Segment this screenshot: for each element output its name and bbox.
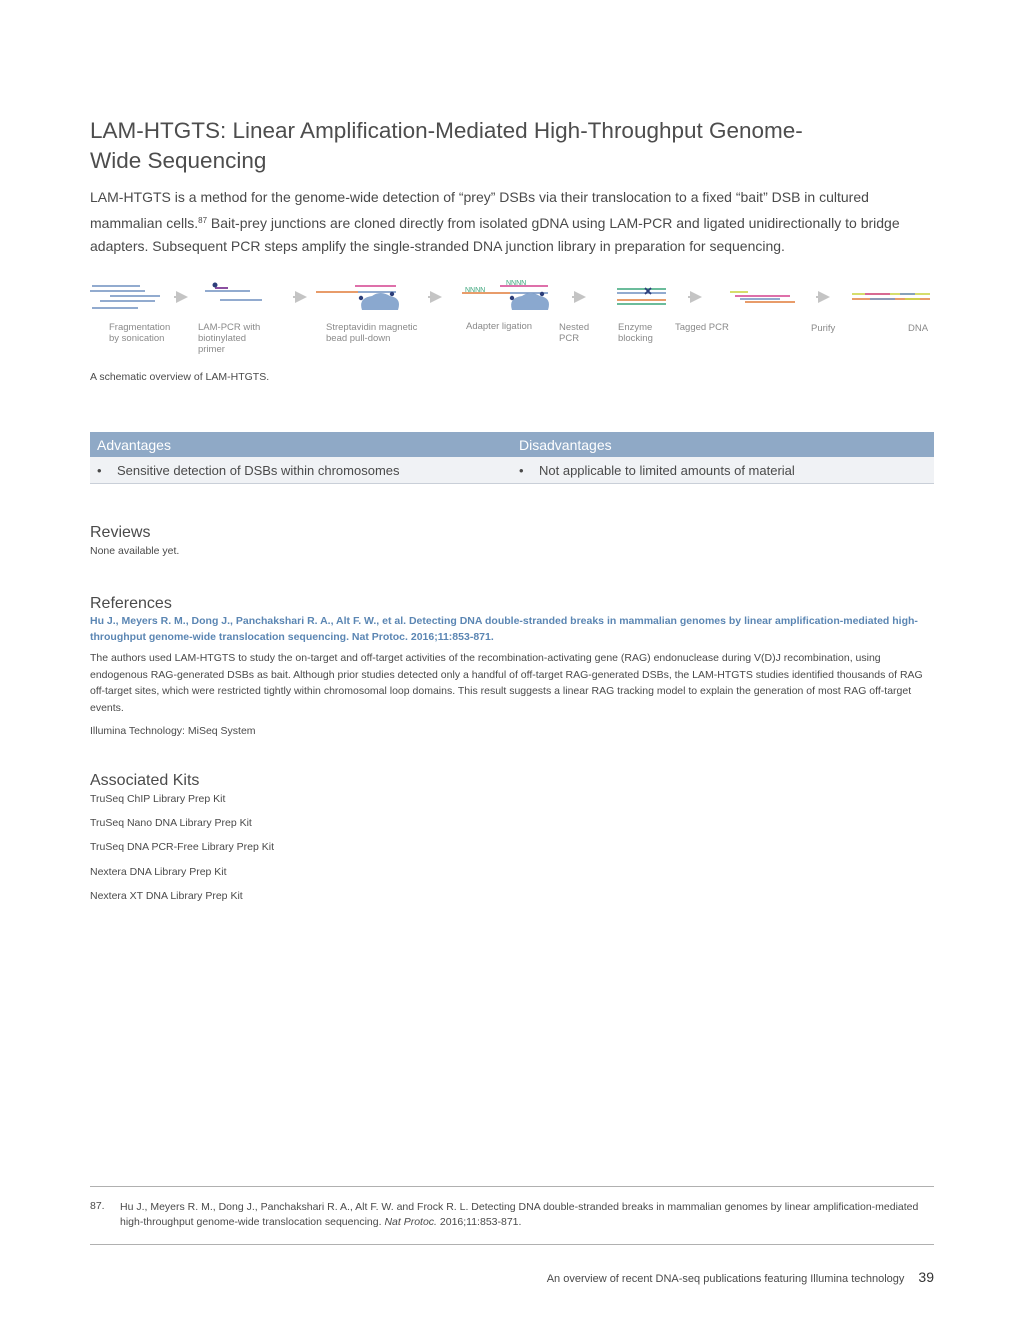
- footnote-text-a: Hu J., Meyers R. M., Dong J., Panchakshari R. A., Alt F. W. and Frock R. L. Detecting DNA double-stranded breaks in mammalian genomes by linear amplification-mediated high-throughput genome-wide translocation sequencing.: [120, 1201, 919, 1228]
- step-label-tagged-pcr: Tagged PCR: [675, 322, 729, 333]
- intro-paragraph: [90, 186, 930, 258]
- step-label-purify: Purify: [811, 323, 836, 334]
- disadvantage-text: Not applicable to limited amounts of material: [539, 462, 795, 478]
- page-number: 39: [918, 1269, 934, 1285]
- kit-item: TruSeq ChIP Library Prep Kit: [90, 793, 226, 805]
- purified-dna-icon: [852, 294, 930, 299]
- adapter-label-left: NNNN: [465, 287, 486, 294]
- advantage-cell: [90, 457, 512, 484]
- step-label-nested-pcr: Nested PCR: [559, 322, 590, 344]
- step-label-bead-pulldown: Streptavidin magnetic bead pull-down: [326, 322, 418, 344]
- advantages-table: [90, 432, 934, 484]
- intro-footnote-ref: 87: [198, 216, 208, 225]
- reference-citation: Hu J., Meyers R. M., Dong J., Panchakshari R. A., Alt F. W., et al. Detecting DNA double-stranded breaks in mammalian genomes by linear amplification-mediated high-throughput genome-wide translocation sequencing. Nat Protoc. 2016;11:853-871.: [90, 615, 918, 643]
- step-label-dna: DNA: [908, 323, 929, 334]
- fragmented-dna-icon: [90, 286, 160, 308]
- footnote-divider-top: [90, 1186, 934, 1187]
- enzyme-blocking-icon: [617, 288, 666, 304]
- disadvantage-cell: [512, 457, 934, 484]
- footnote-divider-bottom: [90, 1244, 934, 1245]
- kits-heading: Associated Kits: [90, 772, 200, 789]
- kit-item: TruSeq Nano DNA Library Prep Kit: [90, 817, 252, 829]
- footnote-journal: Nat Protoc.: [384, 1216, 437, 1228]
- adapter-ligation-icon: [462, 280, 549, 310]
- reference-summary: The authors used LAM-HTGTS to study the on-target and off-target activities of the recombination-activating gene (RAG) endonuclease during V(D)J recombination, using endogenous RAG-generated DSBs as bait. Although prior studies detected only a handful of off-target RAG-generated DSBs, the LAM-HTGTS studies identified thousands of RAG off-target sites, which were restricted tightly within chromosomal loop domains. This result suggests a linear RAG tracking model to explain the generation of most RAG off-target events.: [90, 652, 923, 714]
- bullet: •: [97, 462, 102, 478]
- bullet: •: [519, 462, 524, 478]
- step-label-adapter-ligation: Adapter ligation: [466, 321, 533, 332]
- advantages-header: Advantages: [90, 432, 512, 457]
- figure-caption: A schematic overview of LAM-HTGTS.: [90, 371, 270, 383]
- step-label-enzyme-blocking: Enzyme blocking: [618, 322, 653, 344]
- footnote-text-b: 2016;11:853-871.: [436, 1216, 522, 1228]
- page-footer: [547, 1269, 934, 1285]
- intro-text-1: LAM-HTGTS is a method for the genome-wide detection of “prey” DSBs via their translocation to a fixed “bait” DSB in cultured mammalian cells.: [90, 189, 869, 231]
- kit-item: TruSeq DNA PCR-Free Library Prep Kit: [90, 841, 275, 853]
- kit-item: Nextera XT DNA Library Prep Kit: [90, 890, 243, 902]
- reference-technology: Illumina Technology: MiSeq System: [90, 725, 256, 737]
- reviews-text: None available yet.: [90, 545, 180, 557]
- references-heading: References: [90, 595, 172, 612]
- schematic-figure: [90, 276, 934, 366]
- adapter-label-top: NNNN: [506, 280, 527, 287]
- footnote-text: [120, 1200, 930, 1230]
- disadvantages-header: Disadvantages: [512, 432, 934, 457]
- advantage-text: Sensitive detection of DSBs within chromosomes: [117, 462, 400, 478]
- page-title: LAM-HTGTS: Linear Amplification-Mediated High-Throughput Genome-Wide Sequencing: [90, 118, 803, 173]
- intro-text-2: Bait-prey junctions are cloned directly from isolated gDNA using LAM-PCR and ligated unidirectionally to bridge adapters. Subsequent PCR steps amplify the single-stranded DNA junction library in preparation for sequencing.: [90, 215, 900, 254]
- table-header-row: [90, 432, 934, 457]
- lam-pcr-icon: [205, 283, 262, 301]
- kit-item: Nextera DNA Library Prep Kit: [90, 866, 227, 878]
- table-row: [90, 457, 934, 484]
- tagged-pcr-icon: [730, 292, 795, 302]
- footnote-number: 87.: [90, 1200, 105, 1212]
- bead-pulldown-icon: [316, 286, 399, 310]
- step-label-lam-pcr: LAM-PCR with biotinylated primer: [198, 322, 261, 355]
- step-label-fragmentation: Fragmentation by sonication: [109, 322, 171, 344]
- reviews-heading: Reviews: [90, 524, 151, 541]
- footer-text: An overview of recent DNA-seq publications featuring Illumina technology: [546, 1273, 905, 1285]
